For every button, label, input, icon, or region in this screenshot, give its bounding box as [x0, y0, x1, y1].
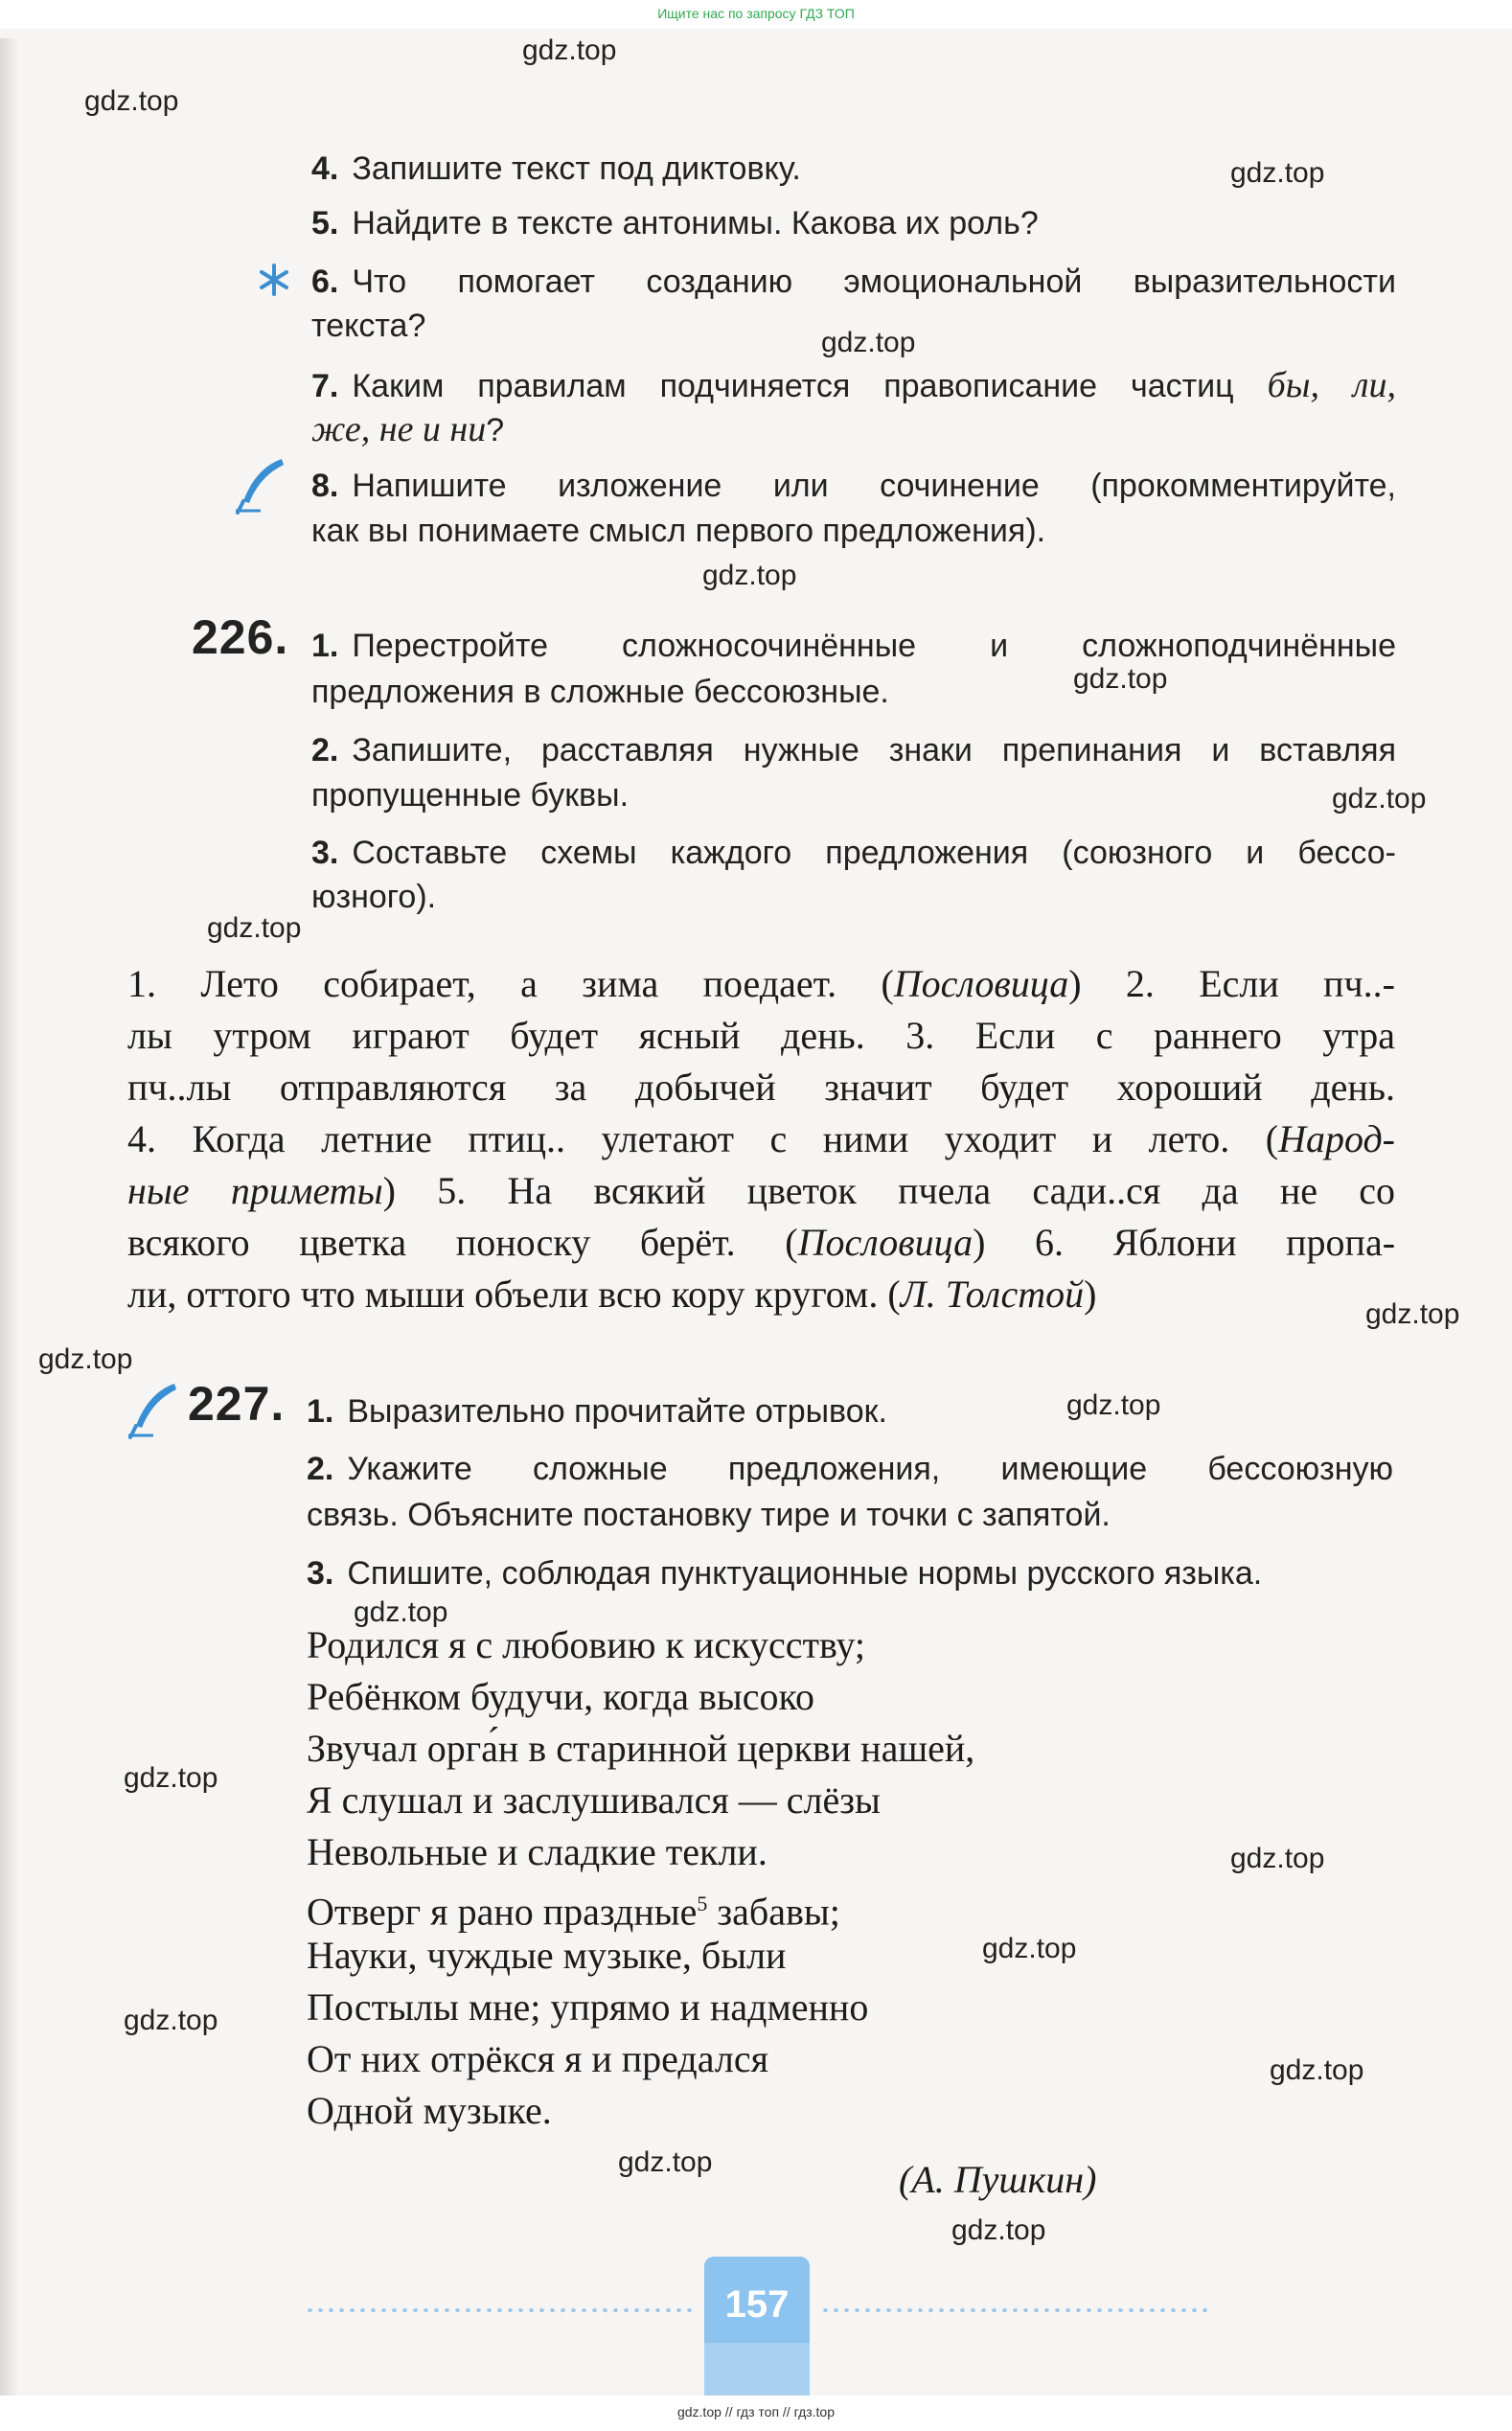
footnote-marker: 5 [697, 1892, 708, 1915]
task-item-4: 4. Запишите текст под диктовку. [311, 150, 801, 187]
task-item-6-line1: 6. Что помогает созданию эмоциональной выразительности [311, 264, 1396, 300]
poem-line: Я слушал и заслушивался — слёзы [307, 1778, 881, 1822]
poem-line: Родился я с любовию к искусству; [307, 1623, 866, 1666]
bottom-note: gdz.top // гдз топ // гдз.top [676, 2404, 836, 2420]
poem-line: Науки, чуждые музыке, были [307, 1934, 787, 1977]
ex227-item-3: 3. Спишите, соблюдая пунктуационные нормы русского языка. [307, 1555, 1263, 1592]
ex226-text-line4: 4. Когда летние птиц.. улетают с ними уходит и лето. (Народ- [127, 1117, 1395, 1160]
ex226-text-line3: пч..лы отправляются за добычей значит будет хороший день. [127, 1066, 1395, 1109]
ex226-text-line7: ли, оттого что мыши объели всю кору кругом. (Л. Толстой) [127, 1273, 1097, 1316]
ex226-item-3-line2: юзного). [311, 879, 437, 915]
watermark: gdz.top [124, 1762, 218, 1794]
watermark: gdz.top [821, 327, 916, 358]
top-note: Ищите нас по запросу ГДЗ ТОП [657, 6, 855, 21]
poem-line: Невольные и сладкие текли. [307, 1830, 767, 1873]
poem-line: Звучал орга́н в старинной церкви нашей, [307, 1727, 975, 1770]
watermark: gdz.top [207, 912, 302, 944]
ex226-item-1-line2: предложения в сложные бессоюзные. [311, 674, 889, 710]
task-item-7-line2: же, не и ни? [311, 409, 505, 449]
watermark: gdz.top [1332, 783, 1427, 814]
task-item-6-line2: текста? [311, 308, 426, 344]
watermark: gdz.top [951, 2214, 1046, 2246]
poem-line: От них отрёкся я и предался [307, 2037, 768, 2080]
watermark: gdz.top [354, 1596, 448, 1628]
watermark: gdz.top [702, 560, 797, 591]
watermark: gdz.top [1270, 2054, 1364, 2086]
ex227-item-2-line1: 2. Укажите сложные предложения, имеющие бессоюзную [307, 1451, 1393, 1487]
page-number-strip [704, 2343, 810, 2396]
watermark: gdz.top [1230, 157, 1325, 189]
ex226-item-2-line1: 2. Запишите, расставляя нужные знаки препинания и вставляя [311, 732, 1396, 768]
watermark: gdz.top [124, 2005, 218, 2036]
poem-line: Ребёнком будучи, когда высоко [307, 1675, 814, 1718]
ex226-text-line2: лы утром играют будет ясный день. 3. Если с раннего утра [127, 1014, 1395, 1057]
ex226-text-line6: всякого цветка поноску берёт. (Пословица) 6. Яблони пропа- [127, 1221, 1396, 1264]
page-number: 157 [704, 2257, 810, 2343]
ex227-item-1: 1. Выразительно прочитайте отрывок. [307, 1393, 887, 1430]
ex226-text-line1: 1. Лето собирает, а зима поедает. (Пословица) 2. Если пч..- [127, 962, 1395, 1005]
footer-dots-right [820, 2308, 1208, 2312]
poem-line: Постылы мне; упрямо и надменно [307, 1985, 869, 2029]
ex226-text-line5: ные приметы) 5. На всякий цветок пчела сади..ся да не со [127, 1169, 1395, 1212]
footer-dots-left [305, 2308, 693, 2312]
poem-line: Отверг я рано праздные$^5$ забавы; [307, 1890, 840, 1934]
task-item-8-line2: как вы понимаете смысл первого предложения). [311, 513, 1046, 549]
ex227-item-2-line2: связь. Объясните постановку тире и точки с запятой. [307, 1497, 1111, 1533]
watermark: gdz.top [1365, 1298, 1460, 1330]
watermark: gdz.top [1073, 663, 1168, 695]
exercise-number-227: 227. [188, 1377, 286, 1431]
ex226-item-3-line1: 3. Составьте схемы каждого предложения (союзного и бессо- [311, 835, 1396, 871]
task-item-7-line1: 7. Каким правилам подчиняется правописание частиц бы, ли, [311, 365, 1397, 405]
exercise-number-226: 226. [192, 610, 289, 664]
ex226-item-1-line1: 1. Перестройте сложносочинённые и сложноподчинённые [311, 628, 1396, 664]
quill-pen-icon [232, 455, 289, 515]
watermark: gdz.top [522, 34, 617, 66]
poem-author: (А. Пушкин) [899, 2158, 1097, 2201]
watermark: gdz.top [38, 1343, 133, 1375]
task-item-5: 5. Найдите в тексте антонимы. Какова их роль? [311, 205, 1039, 241]
quill-pen-icon [125, 1380, 182, 1439]
watermark: gdz.top [982, 1933, 1077, 1964]
task-item-8-line1: 8. Напишите изложение или сочинение (прокомментируйте, [311, 468, 1396, 504]
watermark: gdz.top [1230, 1843, 1325, 1874]
ex226-item-2-line2: пропущенные буквы. [311, 777, 630, 814]
asterisk-icon [257, 263, 291, 297]
watermark: gdz.top [1066, 1389, 1161, 1421]
page-edge-shadow [0, 38, 19, 2396]
watermark: gdz.top [618, 2146, 713, 2178]
poem-line: Одной музыке. [307, 2089, 552, 2132]
watermark: gdz.top [84, 85, 179, 117]
